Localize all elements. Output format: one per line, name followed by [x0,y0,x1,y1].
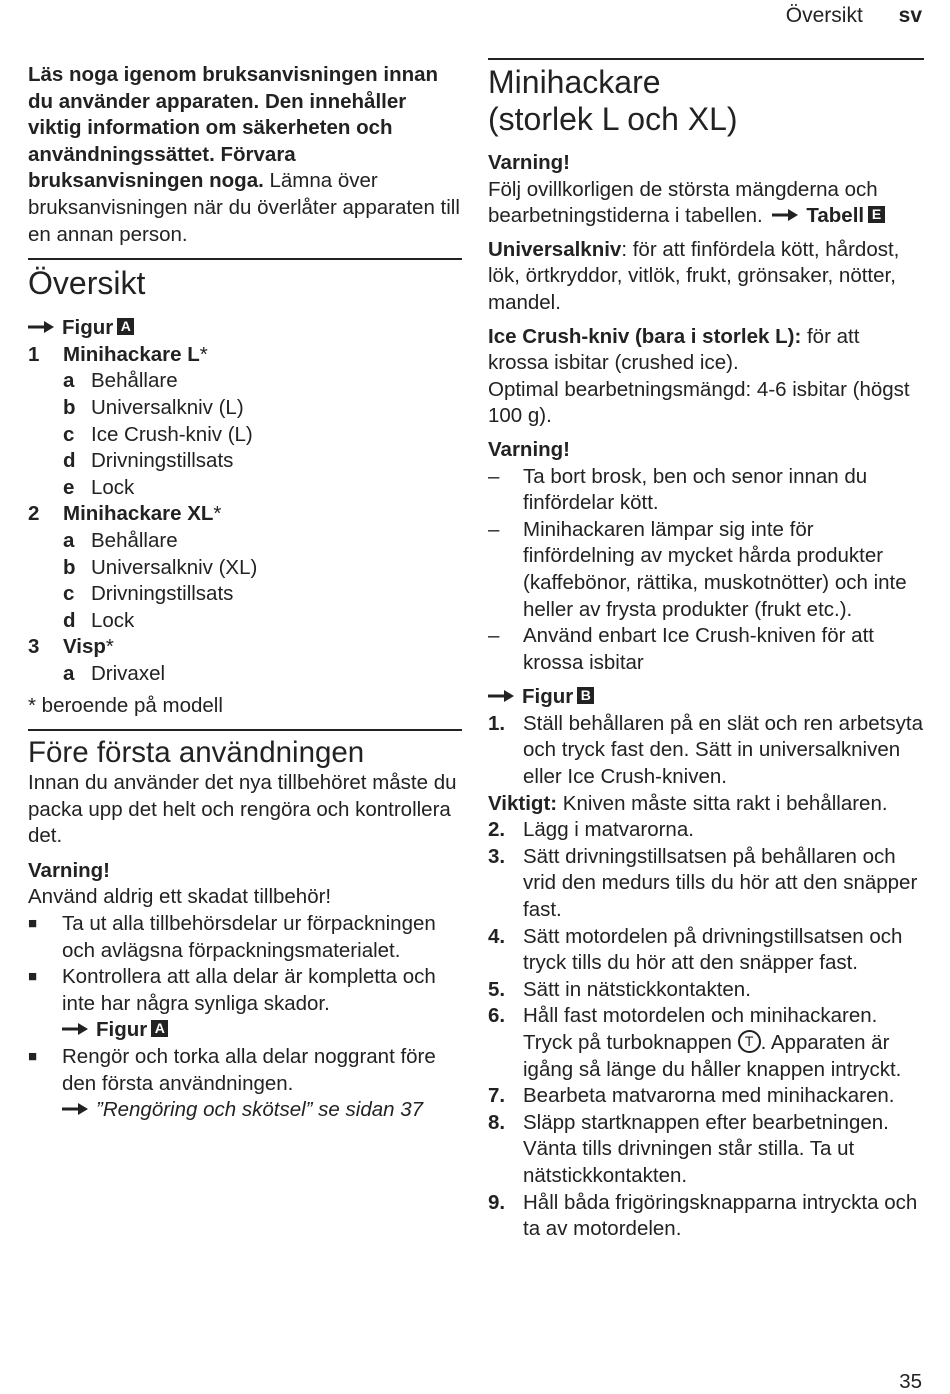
right-column [488,58,924,1243]
overview-item: 2 Minihackare XL* [28,502,222,526]
important-note: Viktigt: Kniven måste sitta rakt i behållaren. [488,791,888,815]
bullet-item: ■ Ta ut alla tillbehörsdelar ur förpackningen och avlägsna förpackningsmaterialet. [28,911,462,964]
cross-reference: ”Rengöring och skötsel” se sidan 37 [96,1098,424,1122]
overview-subitem: d Drivningstillsats [63,449,234,473]
header-language: sv [898,4,922,27]
overview-subitem: e Lock [63,475,135,499]
dash-item: – Ta bort brosk, ben och senor innan du finfördelar kött. [488,464,868,515]
figure-badge: A [151,1020,168,1037]
dash-item: – Använd enbart Ice Crush-kniven för att krossa isbitar [488,624,874,674]
page-number: 35 [899,1370,922,1393]
section-title-fore: Före första användningen [28,736,365,770]
step-item: 7. Bearbeta matvarorna med minihackaren. [488,1084,895,1108]
intro-bold: Läs noga igenom bruksanvisningen innan du använder apparaten. Den innehåller viktig information om säkerheten och användningssättet. Förvara bruksanvisningen noga. [28,63,439,193]
turbo-button-icon: T [738,1030,761,1053]
overview-subitem: c Ice Crush-kniv (L) [63,422,253,446]
figure-badge: B [577,687,594,704]
overview-subitem: b Universalkniv (XL) [63,555,258,579]
overview-subitem: a Drivaxel [63,661,166,685]
arrow-right-icon [62,1102,88,1116]
overview-subitem: c Drivningstillsats [63,582,234,606]
section-divider [28,258,462,260]
figure-reference-a: Figur A [28,315,462,342]
universal-knife-text: Universalkniv: för att finfördela kött, hårdost, lök, örtkryddor, vitlök, frukt, grönsaker, nötter, mandel. [488,237,900,314]
intro-text [28,62,462,248]
section-title-oversikt: Översikt [28,265,146,302]
warning-label: Varning! [488,151,571,174]
step-item: 1. Ställ behållaren på en slät och ren arbetsyta och tryck fast den. Sätt in universalkniven eller Ice Crush-kniven. [488,711,924,789]
step-item: 5. Sätt in nätstickkontakten. [488,977,751,1001]
overview-parts-list [28,342,462,688]
overview-subitem: a Behållare [63,369,178,393]
warning-label: Varning! [28,858,111,882]
arrow-right-icon [488,689,514,703]
ice-crush-text: Ice Crush-kniv (bara i storlek L): för att krossa isbitar (crushed ice). [488,324,860,375]
header-section: Översikt [785,4,863,27]
dash-item: – Minihackaren lämpar sig inte för finfördelning av mycket hårda produkter (kaffebönor, rättika, muskotnötter) och inte heller av frysta produkter (frukt etc.). [488,517,907,621]
step-item: 6. Håll fast motordelen och minihackaren. Tryck på turboknappen T . Apparaten är igång så länge du håller knappen intryckt. [488,1004,902,1081]
optimal-amount: Optimal bearbetningsmängd: 4-6 isbitar (högst 100 g). [488,377,910,428]
step-item: 3. Sätt drivningstillsatsen på behållaren och vrid den medurs tills du hör att den snäpper fast. [488,844,918,922]
overview-item: 1 Minihackare L* [28,342,208,366]
warning-label: Varning! [488,437,571,461]
intro-normal: Lämna över bruksanvisningen när du överlåter apparaten till en annan person. [28,169,460,246]
arrow-right-icon [28,320,54,334]
warning-text: Använd aldrig ett skadat tillbehör! [28,885,332,909]
overview-subitem: a Behållare [63,528,178,552]
bullet-mark: ■ [28,968,38,986]
fore-intro: Innan du använder det nya tillbehöret måste du packa upp det helt och rengöra och kontrollera det. [28,771,457,848]
step-item: 4. Sätt motordelen på drivningstillsatsen och tryck tills du hör att den snäpper fast. [488,924,903,975]
left-column [28,62,462,1124]
figure-badge: A [117,318,134,335]
overview-item: 3 Visp* [28,635,114,659]
step-item: 2. Lägg i matvarorna. [488,818,694,842]
figure-reference-b: Figur B [488,684,924,711]
page-header [786,4,922,28]
bullet-mark: ■ [28,915,38,933]
step-item: 9. Håll båda frigöringsknapparna intryckta och ta av motordelen. [488,1190,918,1241]
section-divider [488,58,924,60]
overview-subitem: b Universalkniv (L) [63,395,244,419]
section-divider [28,729,462,731]
footnote: * beroende på modell [28,694,223,718]
warning-list [488,464,924,677]
overview-subitem: d Lock [63,608,135,632]
arrow-right-icon [772,208,798,222]
section-title-minihackare: Minihackare (storlek L och XL) [488,64,738,137]
arrow-right-icon [62,1022,88,1036]
bullet-item: ■ Rengör och torka alla delar noggrant före den första användningen. ”Rengöring och skötsel” se sidan 37 [28,1044,462,1124]
bullet-mark: ■ [28,1048,38,1065]
step-item: 8. Släpp startknappen efter bearbetningen. Vänta tills drivningen står stilla. Ta ut nätstickkontakten. [488,1110,889,1187]
warning-text: Följ ovillkorligen de största mängderna och bearbetningstiderna i tabellen. Tabell E [488,177,924,230]
bullet-item: ■ Kontrollera att alla delar är kompletta och inte har några synliga skador. Figur A [28,964,462,1044]
table-badge: E [868,206,885,223]
